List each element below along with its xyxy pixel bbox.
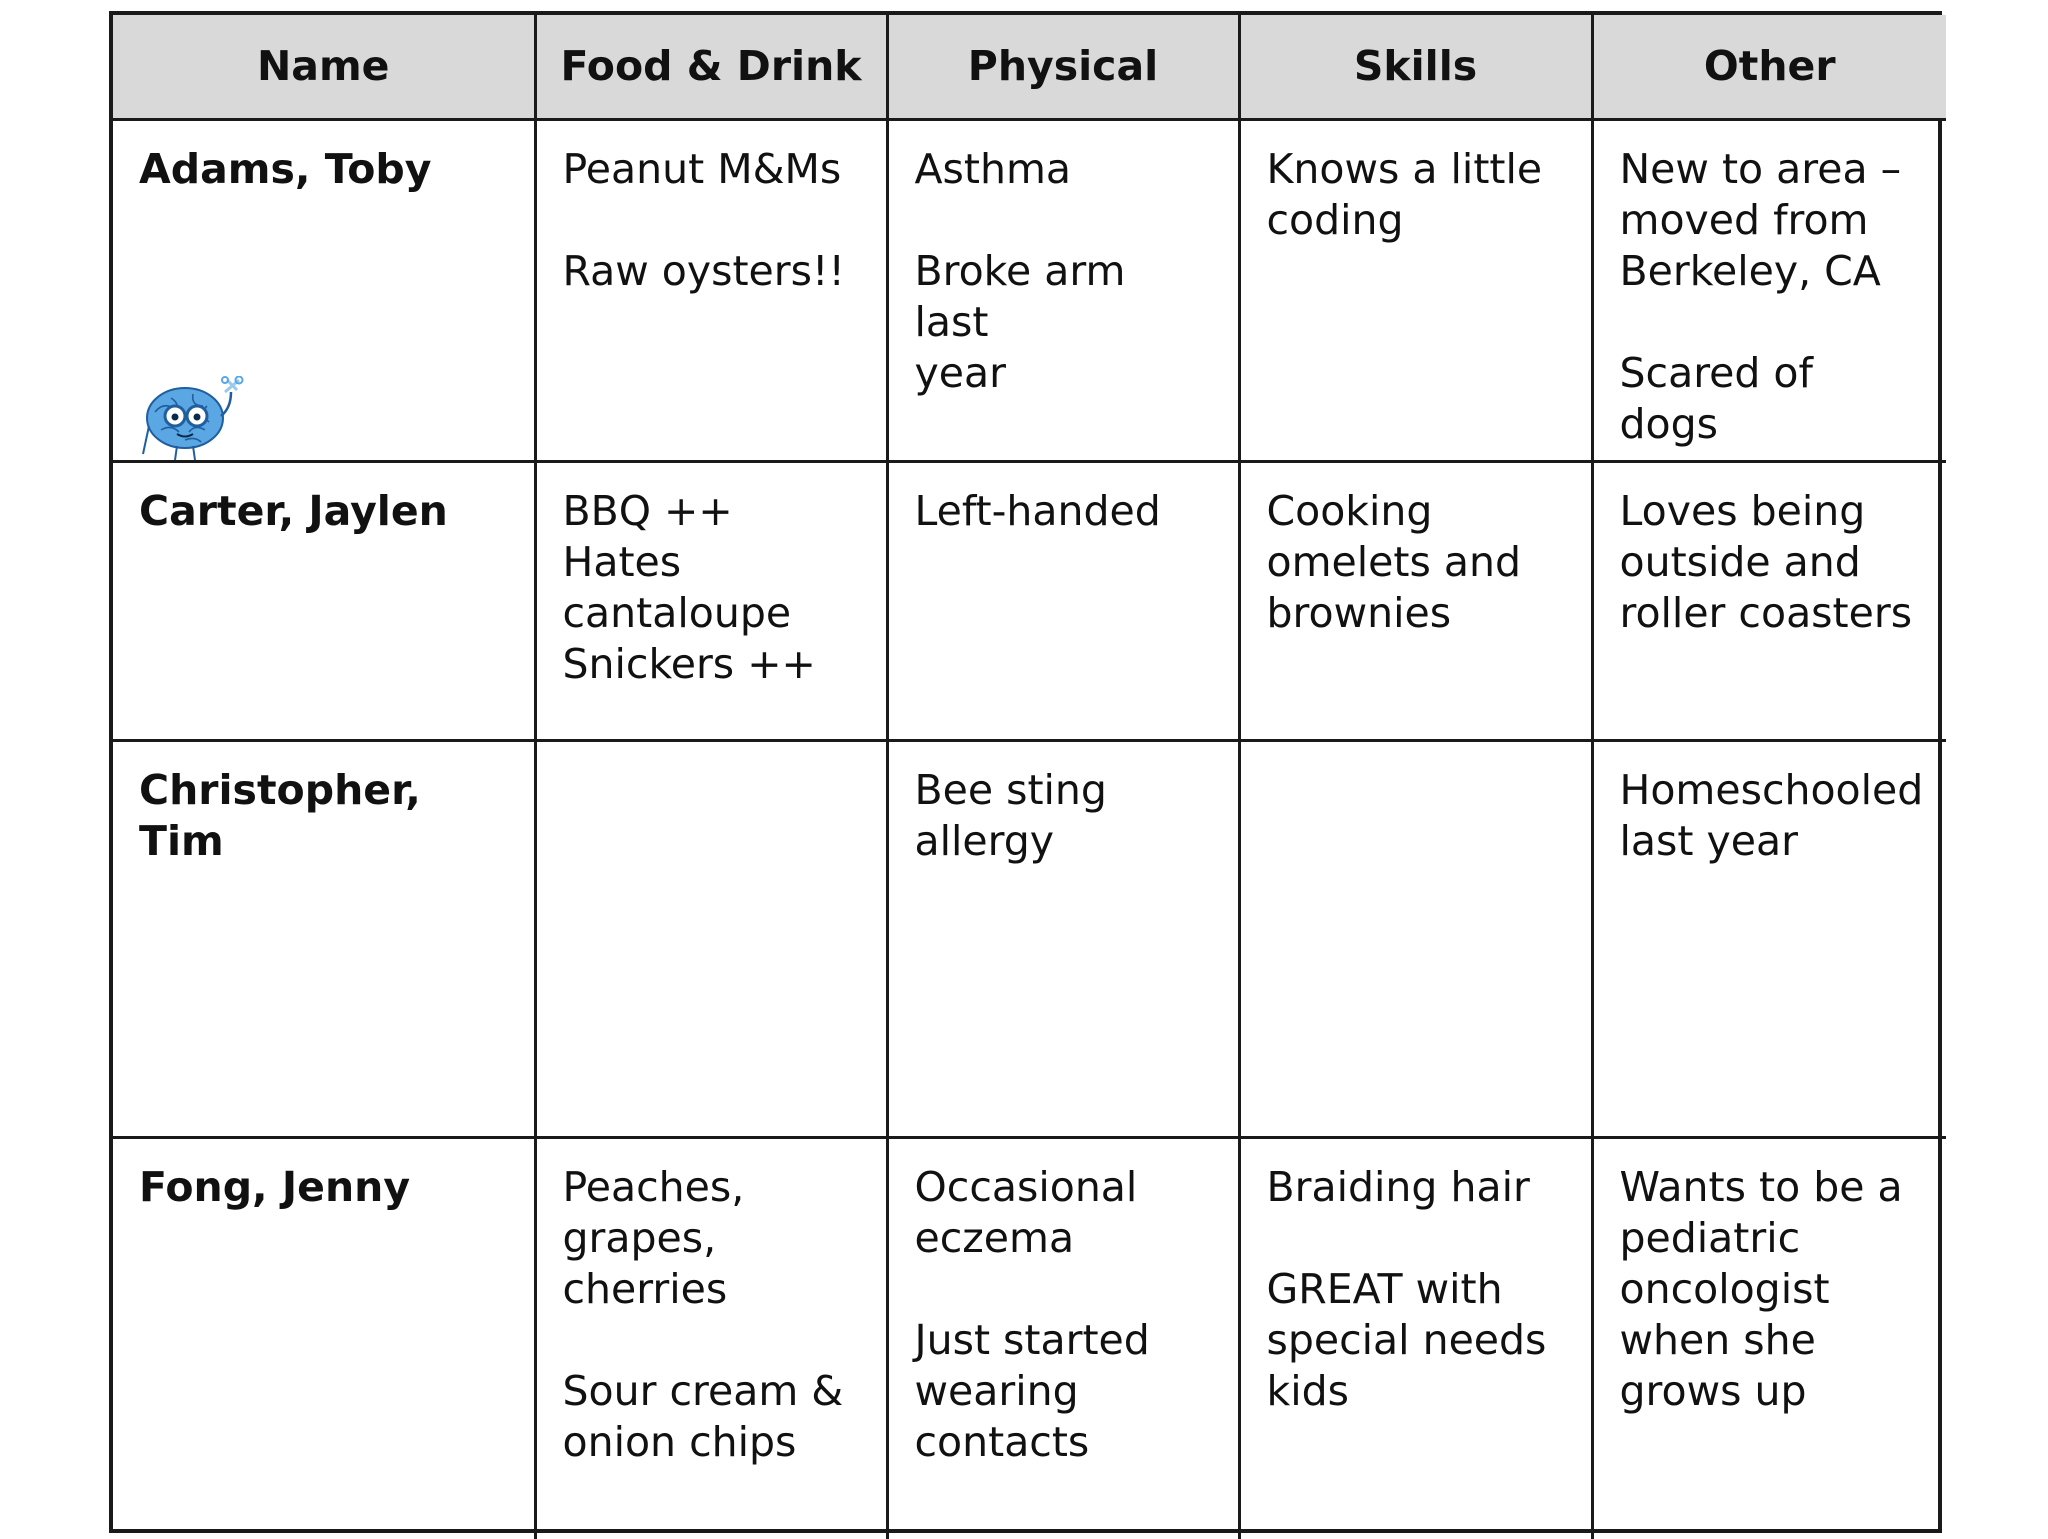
- physical-cell: [887, 119, 1239, 461]
- student-interest-table: [113, 15, 1946, 1539]
- other-entry: Scared of dogs: [1619, 348, 1813, 448]
- physical-cell: [887, 740, 1239, 1137]
- other-entry: Loves being outside and roller coasters: [1619, 486, 1913, 637]
- food-entry: Peaches, grapes, cherries: [562, 1162, 745, 1313]
- other-cell: [1592, 119, 1946, 461]
- skills-entry: Cooking omelets and brownies: [1266, 486, 1521, 637]
- student-name-cell: [113, 461, 535, 740]
- column-header-other: Other: [1592, 15, 1946, 119]
- physical-entry: Occasional eczema: [914, 1162, 1138, 1262]
- physical-entry: Asthma: [914, 144, 1072, 193]
- physical-entry: Bee sting allergy: [914, 765, 1107, 865]
- wrench-icon: [222, 376, 243, 392]
- food-entry: Peanut M&Ms: [562, 144, 842, 193]
- skills-cell: [1239, 1137, 1592, 1539]
- brain-mascot-icon: [141, 376, 245, 464]
- student-name-cell: [113, 119, 535, 461]
- other-cell: [1592, 1137, 1946, 1539]
- brain-mascot-body: [143, 388, 231, 460]
- student-name: Carter, Jaylen: [139, 486, 448, 535]
- skills-cell: [1239, 740, 1592, 1137]
- food-drink-cell: [535, 740, 887, 1137]
- student-name: Adams, Toby: [139, 144, 432, 193]
- student-name: Christopher, Tim: [139, 765, 421, 865]
- food-entry: BBQ ++ Hates cantaloupe Snickers ++: [562, 486, 816, 688]
- food-drink-cell: [535, 461, 887, 740]
- student-roster-sheet: [109, 11, 1942, 1533]
- table-header-row: [113, 15, 1946, 119]
- table-row: [113, 119, 1946, 461]
- food-drink-cell: [535, 1137, 887, 1539]
- table-row: [113, 1137, 1946, 1539]
- skills-entry: Braiding hair: [1266, 1162, 1530, 1211]
- table-row: [113, 740, 1946, 1137]
- other-cell: [1592, 461, 1946, 740]
- physical-entry: Just started wearing contacts: [914, 1315, 1150, 1466]
- skills-entry: Knows a little coding: [1266, 144, 1543, 244]
- column-header-name: Name: [113, 15, 535, 119]
- skills-cell: [1239, 119, 1592, 461]
- student-name-cell: [113, 740, 535, 1137]
- student-name: Fong, Jenny: [139, 1162, 411, 1211]
- table-row: [113, 461, 1946, 740]
- physical-cell: [887, 461, 1239, 740]
- column-header-physical: Physical: [887, 15, 1239, 119]
- skills-entry: GREAT with special needs kids: [1266, 1264, 1547, 1415]
- food-entry: Raw oysters!!: [562, 246, 845, 295]
- other-entry: Homeschooled last year: [1619, 765, 1924, 865]
- skills-cell: [1239, 461, 1592, 740]
- physical-entry: Left-handed: [914, 486, 1161, 535]
- other-cell: [1592, 740, 1946, 1137]
- food-drink-cell: [535, 119, 887, 461]
- food-entry: Sour cream & onion chips: [562, 1366, 844, 1466]
- column-header-food-drink: Food & Drink: [535, 15, 887, 119]
- physical-entry: Broke arm last year: [914, 246, 1126, 397]
- student-name-cell: [113, 1137, 535, 1539]
- physical-cell: [887, 1137, 1239, 1539]
- other-entry: New to area – moved from Berkeley, CA: [1619, 144, 1902, 295]
- column-header-skills: Skills: [1239, 15, 1592, 119]
- other-entry: Wants to be a pediatric oncologist when she grows up: [1619, 1162, 1903, 1415]
